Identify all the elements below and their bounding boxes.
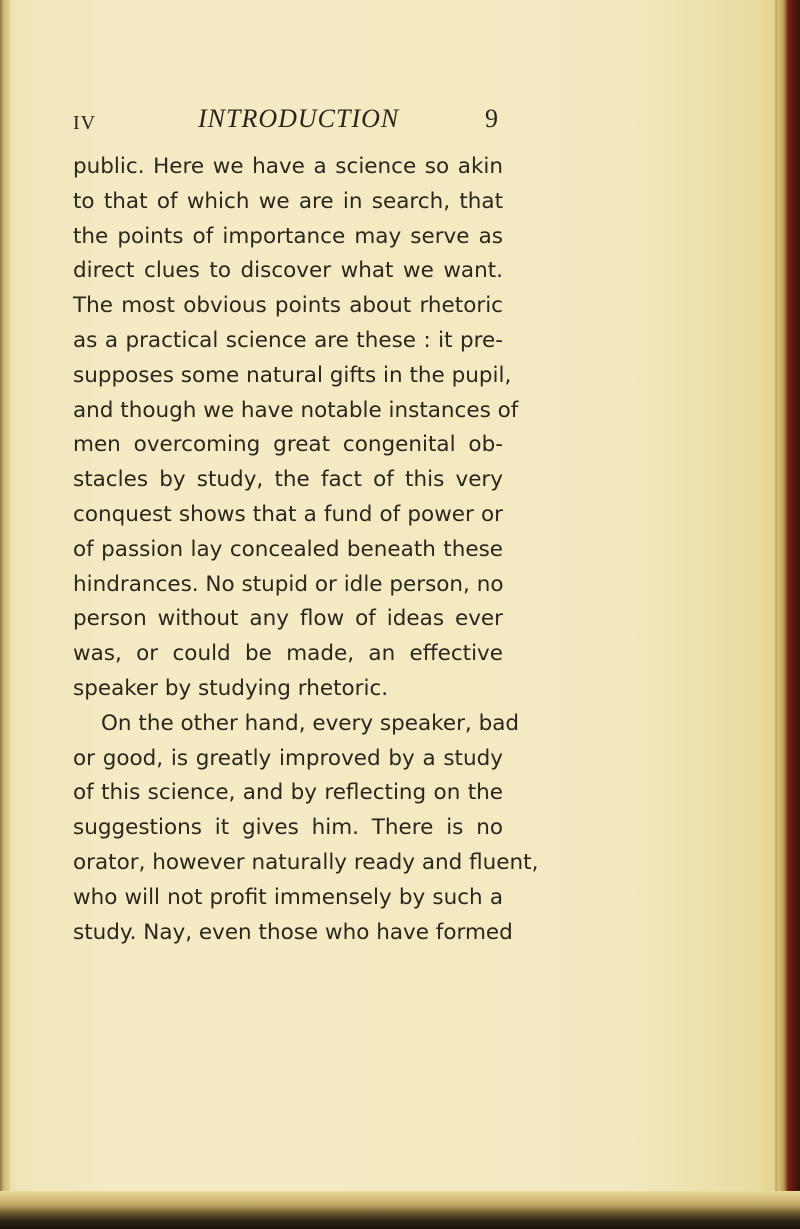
text-line: conquest shows that a fund of power or (73, 501, 503, 527)
book-binding-edge (778, 0, 800, 1229)
text-line: speaker by studying rhetoric. (73, 675, 389, 701)
text-line: was, or could be made, an effective (73, 641, 503, 667)
text-line: The most obvious points about rhetoric (73, 293, 503, 319)
text-line: the points of importance may serve as (73, 223, 503, 249)
text-line: hindrances. No stupid or idle person, no (73, 571, 504, 597)
text-line: public. Here we have a science so akin (73, 154, 503, 179)
text-line: On the other hand, every speaker, bad (101, 710, 520, 736)
text-line: to that of which we are in search, that (73, 188, 503, 214)
page-number: 9 (485, 104, 498, 133)
chapter-number: IV (73, 112, 97, 134)
text-line: direct clues to discover what we want. (73, 258, 503, 284)
text-line: men overcoming great congenital ob- (73, 432, 503, 458)
text-line: of this science, and by reflecting on the (73, 780, 503, 806)
text-line: as a practical science are these : it pre- (73, 327, 503, 353)
text-line: or good, is greatly improved by a study (73, 745, 503, 771)
page-left-edge (0, 0, 10, 1229)
text-line: person without any flow of ideas ever (73, 606, 503, 632)
text-line: who will not profit immensely by such a (73, 884, 503, 910)
running-header (0, 104, 800, 138)
text-line: orator, however naturally ready and fluent, (73, 849, 539, 875)
page-bottom-edge (0, 1191, 800, 1229)
text-line: study. Nay, even those who have formed (73, 919, 513, 945)
text-line: suggestions it gives him. There is no (73, 815, 503, 841)
running-title: INTRODUCTION (198, 104, 400, 133)
text-line: of passion lay concealed beneath these (73, 536, 503, 562)
text-line: supposes some natural gifts in the pupil, (73, 362, 512, 388)
text-line: stacles by study, the fact of this very (73, 467, 503, 493)
body-text (73, 150, 539, 950)
text-line: and though we have notable instances of (73, 397, 519, 423)
